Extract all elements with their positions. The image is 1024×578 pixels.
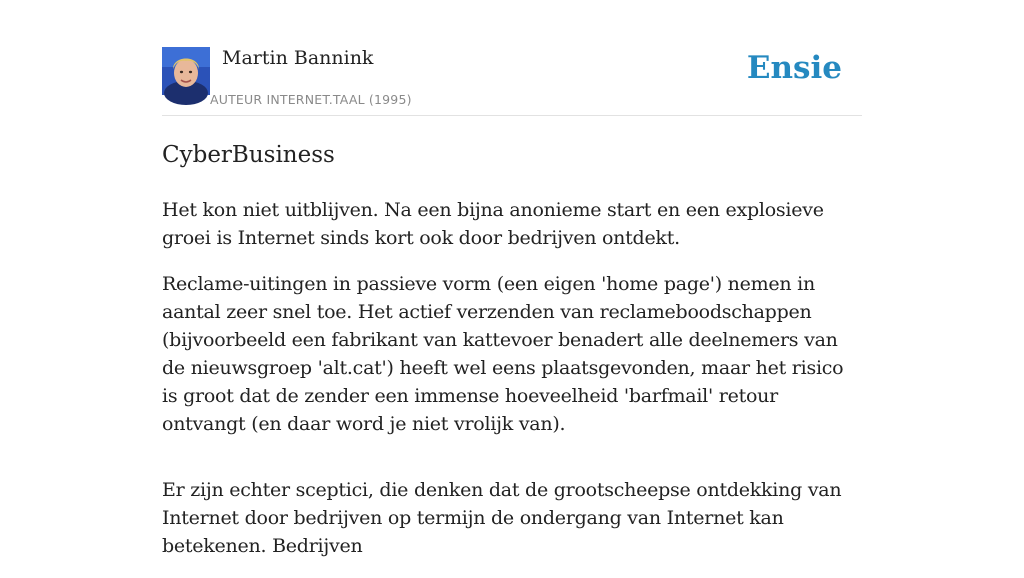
article-paragraph: Het kon niet uitblijven. Na een bijna anonieme start en een explosieve groei is Internet sinds kort ook door bedrijven ontdekt.	[162, 199, 824, 249]
content-container	[162, 0, 862, 557]
article-paragraph: Er zijn echter sceptici, die denken dat de grootscheepse ontdekking van Internet door bedrijven op termijn de ondergang van Internet kan betekenen. Bedrijven	[162, 479, 842, 557]
article-header	[162, 0, 862, 116]
author-avatar[interactable]	[162, 47, 210, 95]
ensie-logo-link[interactable]: Ensie	[746, 50, 842, 86]
article-paragraph: Reclame-uitingen in passieve vorm (een eigen 'home page') nemen in aantal zeer snel toe. Het actief verzenden van reclameboodschappen (bijvoorbeeld een fabrikant van kattevoer benadert alle deelnemers van de nieuwsgroep 'alt.cat') heeft wel eens plaatsgevonden, maar het risico is groot dat de zender een immense hoeveelheid 'barfmail' retour ontvangt (en daar word je niet vrolijk van).	[162, 273, 844, 435]
author-subtitle: AUTEUR INTERNET.TAAL (1995)	[210, 92, 412, 107]
article-title: CyberBusiness	[162, 142, 335, 168]
article-body	[162, 138, 862, 578]
author-portrait-image	[162, 47, 210, 95]
author-name[interactable]: Martin Bannink	[222, 47, 374, 69]
